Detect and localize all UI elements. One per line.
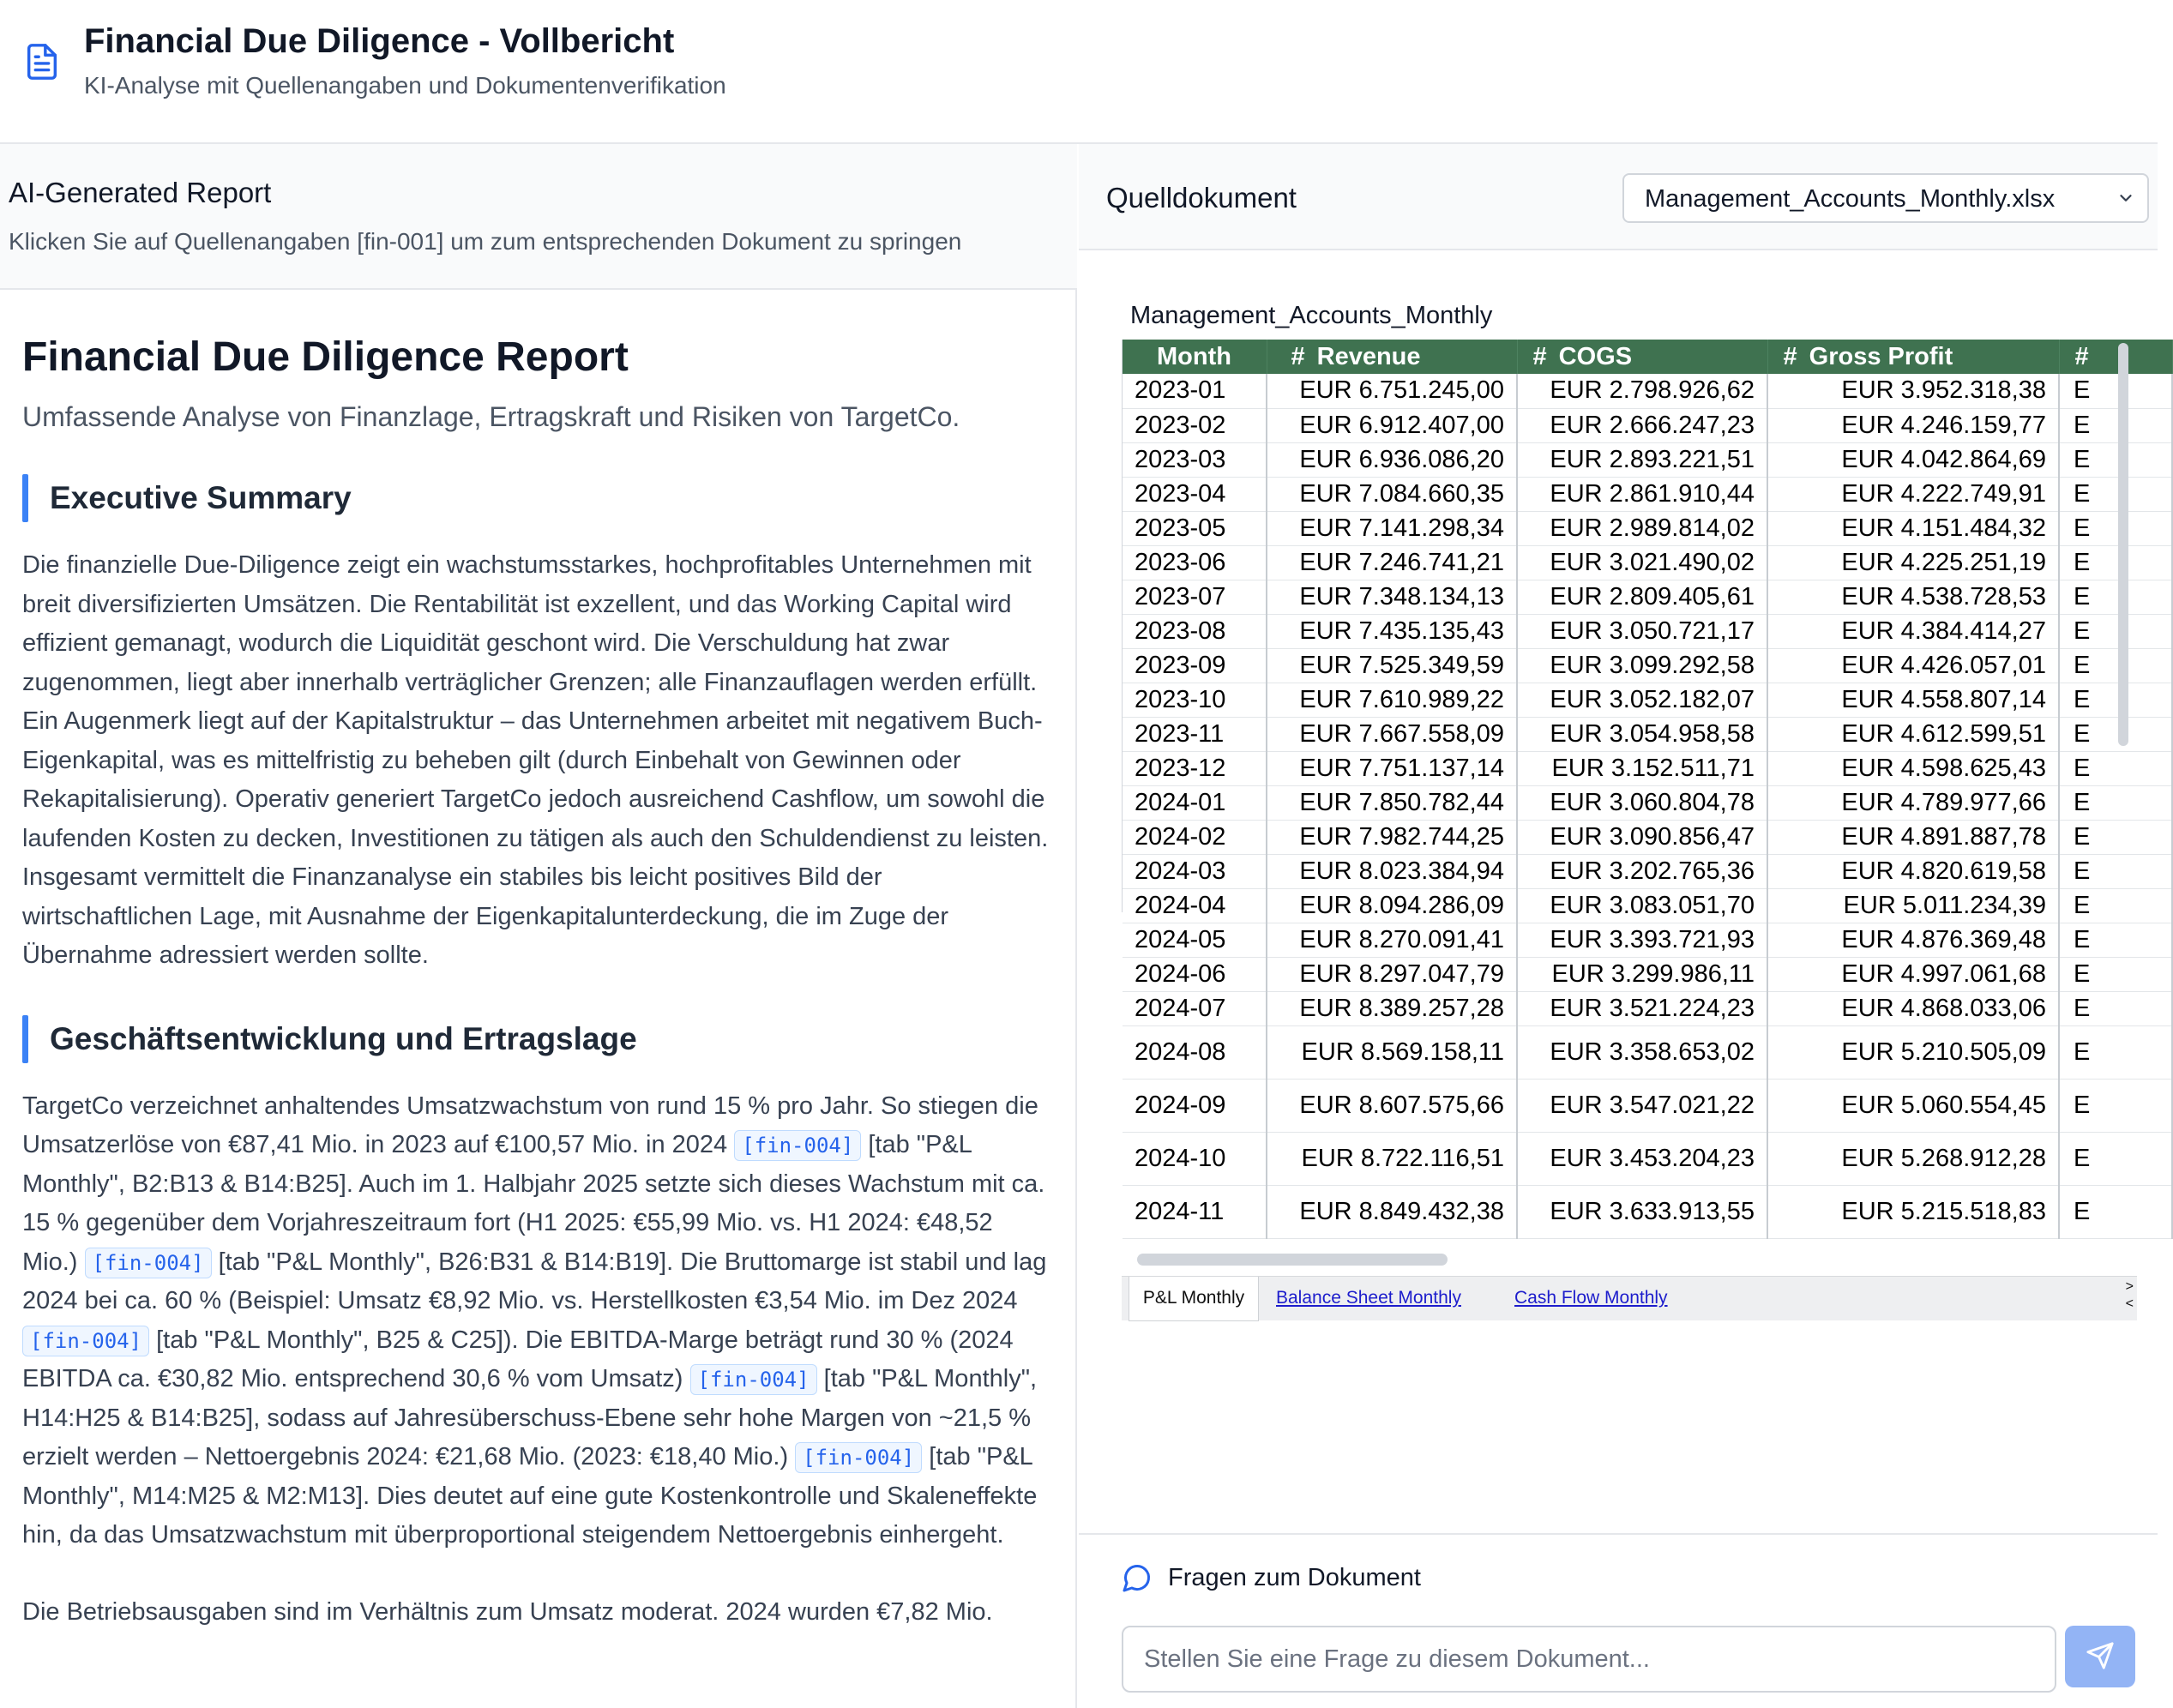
document-chat bbox=[1079, 1533, 2158, 1708]
text-run: [tab "P&L Monthly", B25 & C25]). Die EBITDA-Marge beträgt rund 30 % (2024 EBITDA ca. €30,82 Mio. entsprechend 30,6 % vom Umsatz) bbox=[22, 1326, 1014, 1393]
month-cell[interactable]: 2024-09 bbox=[1123, 1079, 1267, 1132]
source-pane-title: Quelldokument bbox=[1106, 182, 1297, 214]
table-cell[interactable]: EUR 3.060.804,78 bbox=[1517, 785, 1767, 820]
source-document-pane bbox=[1079, 144, 2158, 1708]
table-cell[interactable]: EUR 2.798.926,62 bbox=[1517, 374, 1767, 408]
table-cell[interactable]: E bbox=[2059, 442, 2172, 477]
section-heading-business-development: Geschäftsentwicklung und Ertragslage bbox=[22, 1015, 1051, 1063]
table-cell[interactable]: EUR 4.820.619,58 bbox=[1767, 854, 2059, 888]
table-cell[interactable]: EUR 4.225.251,19 bbox=[1767, 545, 2059, 580]
table-cell[interactable]: EUR 8.094.286,09 bbox=[1267, 888, 1517, 923]
citation-link[interactable]: [fin-004] bbox=[795, 1442, 922, 1473]
app-header bbox=[0, 0, 2158, 144]
table-cell[interactable]: EUR 4.868.033,06 bbox=[1767, 991, 2059, 1025]
document-select-value: Management_Accounts_Monthly.xlsx bbox=[1645, 185, 2056, 213]
business-development-text bbox=[22, 1087, 1051, 1555]
table-cell[interactable]: EUR 3.152.511,71 bbox=[1517, 751, 1767, 785]
table-cell[interactable]: EUR 4.384.414,27 bbox=[1767, 614, 2059, 648]
table-cell[interactable]: EUR 4.876.369,48 bbox=[1767, 923, 2059, 957]
table-cell[interactable]: E bbox=[2059, 717, 2172, 751]
table-cell[interactable]: EUR 2.989.814,02 bbox=[1517, 511, 1767, 545]
table-cell[interactable]: EUR 4.246.159,77 bbox=[1767, 408, 2059, 442]
table-cell[interactable]: EUR 8.607.575,66 bbox=[1267, 1079, 1517, 1132]
month-cell[interactable]: 2023-01 bbox=[1123, 374, 1267, 408]
table-row bbox=[1123, 683, 2172, 717]
page-title: Financial Due Diligence - Vollbericht bbox=[84, 22, 675, 60]
table-cell[interactable]: EUR 2.809.405,61 bbox=[1517, 580, 1767, 614]
section-heading-executive-summary: Executive Summary bbox=[22, 474, 1051, 522]
send-icon bbox=[2086, 1641, 2115, 1670]
table-row bbox=[1123, 751, 2172, 785]
table-cell[interactable]: EUR 7.141.298,34 bbox=[1267, 511, 1517, 545]
table-cell[interactable]: EUR 7.435.135,43 bbox=[1267, 614, 1517, 648]
document-icon bbox=[22, 38, 62, 86]
table-cell[interactable]: E bbox=[2059, 957, 2172, 991]
month-cell[interactable]: 2024-10 bbox=[1123, 1132, 1267, 1185]
table-cell[interactable]: E bbox=[2059, 1079, 2172, 1132]
table-cell[interactable]: EUR 4.891.887,78 bbox=[1767, 820, 2059, 854]
citation-link[interactable]: [fin-004] bbox=[690, 1364, 817, 1395]
table-row bbox=[1123, 374, 2172, 408]
table-cell[interactable]: EUR 3.054.958,58 bbox=[1517, 717, 1767, 751]
sheet-title: Management_Accounts_Monthly bbox=[1130, 302, 1493, 329]
table-cell[interactable]: EUR 7.525.349,59 bbox=[1267, 648, 1517, 683]
table-cell[interactable]: EUR 3.202.765,36 bbox=[1517, 854, 1767, 888]
table-cell[interactable]: E bbox=[2059, 408, 2172, 442]
month-cell[interactable]: 2023-12 bbox=[1123, 751, 1267, 785]
table-row bbox=[1123, 991, 2172, 1025]
table-cell[interactable]: EUR 8.270.091,41 bbox=[1267, 923, 1517, 957]
table-cell[interactable]: E bbox=[2059, 991, 2172, 1025]
month-cell[interactable]: 2023-04 bbox=[1123, 477, 1267, 511]
table-cell[interactable]: EUR 3.633.913,55 bbox=[1517, 1185, 1767, 1238]
previous-sheet-button[interactable]: < bbox=[2125, 1296, 2134, 1311]
table-cell[interactable]: E bbox=[2059, 1025, 2172, 1079]
table-cell[interactable]: E bbox=[2059, 683, 2172, 717]
table-cell[interactable]: EUR 7.610.989,22 bbox=[1267, 683, 1517, 717]
text-run: [tab "P&L Monthly", B26:B31 & B14:B19]. Die Bruttomarge ist stabil und lag 2024 bei ca. 60 % (Beispiel: Umsatz €8,92 Mio. vs. Herstellkosten €3,54 Mio. im Dez 2024 bbox=[22, 1248, 1047, 1315]
sheet-tab-bar bbox=[1122, 1276, 2137, 1320]
table-cell[interactable]: EUR 7.348.134,13 bbox=[1267, 580, 1517, 614]
month-cell[interactable]: 2024-06 bbox=[1123, 957, 1267, 991]
table-cell[interactable]: E bbox=[2059, 888, 2172, 923]
table-cell[interactable]: E bbox=[2059, 751, 2172, 785]
next-sheet-button[interactable]: > bbox=[2125, 1279, 2134, 1294]
table-cell[interactable]: EUR 4.222.749,91 bbox=[1767, 477, 2059, 511]
report-pane bbox=[0, 144, 1077, 1708]
table-row bbox=[1123, 442, 2172, 477]
table-cell[interactable]: EUR 7.667.558,09 bbox=[1267, 717, 1517, 751]
table-row bbox=[1123, 717, 2172, 751]
month-cell[interactable]: 2023-10 bbox=[1123, 683, 1267, 717]
table-cell[interactable]: EUR 3.083.051,70 bbox=[1517, 888, 1767, 923]
table-cell[interactable]: EUR 3.521.224,23 bbox=[1517, 991, 1767, 1025]
number-type-icon: # bbox=[1291, 342, 1305, 370]
operating-expenses-text: Die Betriebsausgaben sind im Verhältnis zum Umsatz moderat. 2024 wurden €7,82 Mio. bbox=[22, 1597, 993, 1626]
table-cell[interactable]: E bbox=[2059, 545, 2172, 580]
table-cell[interactable]: EUR 4.598.625,43 bbox=[1767, 751, 2059, 785]
month-cell[interactable]: 2024-08 bbox=[1123, 1025, 1267, 1079]
citation-link[interactable]: [fin-004] bbox=[734, 1130, 861, 1161]
table-cell[interactable]: E bbox=[2059, 374, 2172, 408]
month-cell[interactable]: 2023-07 bbox=[1123, 580, 1267, 614]
number-type-icon: # bbox=[2074, 342, 2089, 370]
table-cell[interactable]: EUR 8.023.384,94 bbox=[1267, 854, 1517, 888]
table-cell[interactable]: EUR 4.558.807,14 bbox=[1767, 683, 2059, 717]
table-cell[interactable]: EUR 8.722.116,51 bbox=[1267, 1132, 1517, 1185]
table-cell[interactable]: EUR 2.893.221,51 bbox=[1517, 442, 1767, 477]
table-row bbox=[1123, 545, 2172, 580]
table-row bbox=[1123, 648, 2172, 683]
column-header-gross-profit[interactable]: # Gross Profit bbox=[1767, 340, 2059, 374]
report-title: Financial Due Diligence Report bbox=[22, 334, 629, 380]
month-cell[interactable]: 2023-06 bbox=[1123, 545, 1267, 580]
table-row bbox=[1123, 580, 2172, 614]
executive-summary-text: Die finanzielle Due-Diligence zeigt ein wachstumsstarkes, hochprofitables Unternehmen mit breit diversifizierten Umsätzen. Die Rentabilität ist exzellent, und das Working Capital wird effizient gemanagt, wodurch die Liquidität geschont wird. Die Verschuldung hat zwar zugenommen, liegt aber innerhalb verträglicher Grenzen; alle Finanzauflagen werden erfüllt. Ein Augenmerk liegt auf der Kapitalstruktur – das Unternehmen arbeitet mit negativem Buch-Eigenkapital, was es mittelfristig zu beheben gilt (durch Einbehalt von Gewinnen oder Rekapitalisierung). Operativ generiert TargetCo jedoch ausreichend Cashflow, um sowohl die laufenden Kosten zu decken, Investitionen zu tätigen als auch den Schuldendienst zu leisten. Insgesamt vermittelt die Finanzanalyse ein stabiles bis leicht positives Bild der wirtschaftlichen Lage, mit Ausnahme der Eigenkapitalunterdeckung, die im Zuge der Übernahme adressiert werden sollte. bbox=[22, 551, 1049, 970]
table-body bbox=[1123, 374, 2172, 1238]
table-cell[interactable]: EUR 5.060.554,45 bbox=[1767, 1079, 2059, 1132]
table-cell[interactable]: E bbox=[2059, 923, 2172, 957]
report-pane-title: AI-Generated Report bbox=[9, 177, 272, 208]
table-row bbox=[1123, 923, 2172, 957]
table-cell[interactable]: EUR 4.042.864,69 bbox=[1767, 442, 2059, 477]
table-cell[interactable]: E bbox=[2059, 1185, 2172, 1238]
table-row bbox=[1123, 1079, 2172, 1132]
table-cell[interactable]: EUR 3.453.204,23 bbox=[1517, 1132, 1767, 1185]
page-subtitle: KI-Analyse mit Quellenangaben und Dokumentenverifikation bbox=[84, 72, 726, 99]
number-type-icon: # bbox=[1532, 342, 1547, 370]
table-cell[interactable]: EUR 4.538.728,53 bbox=[1767, 580, 2059, 614]
table-cell[interactable]: EUR 4.151.484,32 bbox=[1767, 511, 2059, 545]
horizontal-scrollbar[interactable] bbox=[1137, 1254, 1448, 1266]
month-cell[interactable]: 2023-09 bbox=[1123, 648, 1267, 683]
table-cell[interactable]: EUR 3.050.721,17 bbox=[1517, 614, 1767, 648]
table-row bbox=[1123, 614, 2172, 648]
text-run: TargetCo verzeichnet anhaltendes Umsatzwachstum von rund 15 % pro Jahr. So stiegen die Umsatzerlöse von €87,41 Mio. in 2023 auf €100,57 Mio. in 2024 bbox=[22, 1092, 1038, 1159]
chat-title: Fragen zum Dokument bbox=[1168, 1564, 1421, 1591]
table-row bbox=[1123, 854, 2172, 888]
chevron-down-icon bbox=[2116, 189, 2135, 207]
source-pane-header bbox=[1079, 144, 2158, 250]
sheet-tab-pl-monthly[interactable]: P&L Monthly bbox=[1129, 1277, 1259, 1321]
table-row bbox=[1123, 477, 2172, 511]
table-cell[interactable]: EUR 6.751.245,00 bbox=[1267, 374, 1517, 408]
sheet-tab-cash-flow-monthly[interactable]: Cash Flow Monthly bbox=[1514, 1288, 1668, 1308]
month-cell[interactable]: 2023-08 bbox=[1123, 614, 1267, 648]
vertical-scrollbar[interactable] bbox=[2118, 343, 2128, 746]
message-circle-icon bbox=[1122, 1562, 1153, 1593]
table-cell[interactable]: E bbox=[2059, 854, 2172, 888]
table-cell[interactable]: E bbox=[2059, 1132, 2172, 1185]
table-cell[interactable]: E bbox=[2059, 580, 2172, 614]
table-row bbox=[1123, 888, 2172, 923]
table-row bbox=[1123, 1025, 2172, 1079]
column-header-revenue[interactable]: # Revenue bbox=[1267, 340, 1517, 374]
table-cell[interactable]: EUR 7.084.660,35 bbox=[1267, 477, 1517, 511]
sheet-tab-nav bbox=[2126, 1278, 2134, 1313]
table-cell[interactable]: E bbox=[2059, 648, 2172, 683]
table-cell[interactable]: EUR 3.090.856,47 bbox=[1517, 820, 1767, 854]
column-header-month[interactable]: Month bbox=[1123, 340, 1267, 374]
text-run: [tab "P&L Monthly", H14:H25 & B14:B25], sodass auf Jahresüberschuss-Ebene sehr hohe Margen von ~21,5 % erzielt werden – Nettoergebnis 2024: €21,68 Mio. (2023: €18,40 Mio.) bbox=[22, 1365, 1038, 1471]
report-content bbox=[22, 333, 1051, 1632]
month-cell[interactable]: 2024-04 bbox=[1123, 888, 1267, 923]
chat-input[interactable] bbox=[1122, 1626, 2056, 1693]
table-cell[interactable]: EUR 5.011.234,39 bbox=[1767, 888, 2059, 923]
table-cell[interactable]: EUR 8.569.158,11 bbox=[1267, 1025, 1517, 1079]
report-pane-hint: Klicken Sie auf Quellenangaben [fin-001] um zum entsprechenden Dokument zu springen bbox=[9, 228, 962, 255]
table-cell[interactable]: EUR 4.997.061,68 bbox=[1767, 957, 2059, 991]
month-cell[interactable]: 2024-11 bbox=[1123, 1185, 1267, 1238]
table-header-row bbox=[1123, 340, 2172, 374]
table-cell[interactable]: EUR 3.547.021,22 bbox=[1517, 1079, 1767, 1132]
month-cell[interactable]: 2024-02 bbox=[1123, 820, 1267, 854]
table-cell[interactable]: EUR 3.021.490,02 bbox=[1517, 545, 1767, 580]
table-cell[interactable]: E bbox=[2059, 511, 2172, 545]
month-cell[interactable]: 2023-05 bbox=[1123, 511, 1267, 545]
month-cell[interactable]: 2023-11 bbox=[1123, 717, 1267, 751]
sheet-tab-balance-sheet-monthly[interactable]: Balance Sheet Monthly bbox=[1276, 1288, 1461, 1308]
month-cell[interactable]: 2024-07 bbox=[1123, 991, 1267, 1025]
table-cell[interactable]: EUR 7.751.137,14 bbox=[1267, 751, 1517, 785]
table-cell[interactable]: EUR 8.849.432,38 bbox=[1267, 1185, 1517, 1238]
table-cell[interactable]: EUR 6.912.407,00 bbox=[1267, 408, 1517, 442]
table-cell[interactable]: EUR 5.210.505,09 bbox=[1767, 1025, 2059, 1079]
month-cell[interactable]: 2023-03 bbox=[1123, 442, 1267, 477]
table-cell[interactable]: EUR 7.982.744,25 bbox=[1267, 820, 1517, 854]
table-row bbox=[1123, 820, 2172, 854]
month-cell[interactable]: 2023-02 bbox=[1123, 408, 1267, 442]
table-cell[interactable]: EUR 3.299.986,11 bbox=[1517, 957, 1767, 991]
table-cell[interactable]: EUR 3.393.721,93 bbox=[1517, 923, 1767, 957]
table-cell[interactable]: E bbox=[2059, 785, 2172, 820]
document-select[interactable] bbox=[1622, 173, 2149, 223]
text-run: [tab "P&L Monthly", B2:B13 & B14:B25]. Auch im 1. Halbjahr 2025 setzte sich dieses Wachstum mit ca. 15 % gegenüber dem Vorjahreszeitraum fort (H1 2025: €55,99 Mio. vs. H1 2024: €48,52 Mio.) bbox=[22, 1131, 1045, 1276]
table-cell[interactable]: EUR 2.861.910,44 bbox=[1517, 477, 1767, 511]
month-cell[interactable]: 2024-03 bbox=[1123, 854, 1267, 888]
table-cell[interactable]: EUR 8.297.047,79 bbox=[1267, 957, 1517, 991]
report-subtitle: Umfassende Analyse von Finanzlage, Ertragskraft und Risiken von TargetCo. bbox=[22, 400, 960, 432]
table-cell[interactable]: EUR 7.246.741,21 bbox=[1267, 545, 1517, 580]
table-row bbox=[1123, 408, 2172, 442]
table-cell[interactable]: E bbox=[2059, 614, 2172, 648]
table-cell[interactable]: EUR 3.952.318,38 bbox=[1767, 374, 2059, 408]
table-cell[interactable]: EUR 4.789.977,66 bbox=[1767, 785, 2059, 820]
table-row bbox=[1123, 1185, 2172, 1238]
month-cell[interactable]: 2024-01 bbox=[1123, 785, 1267, 820]
table-cell[interactable]: EUR 2.666.247,23 bbox=[1517, 408, 1767, 442]
table-cell[interactable]: EUR 7.850.782,44 bbox=[1267, 785, 1517, 820]
table-cell[interactable]: EUR 3.099.292,58 bbox=[1517, 648, 1767, 683]
text-run: [tab "P&L Monthly", M14:M25 & M2:M13]. Dies deutet auf eine gute Kostenkontrolle und Skaleneffekte hin, da das Umsatzwachstum mit überproportional steigendem Nettoergebnis einhergeht. bbox=[22, 1443, 1038, 1549]
table-cell[interactable]: EUR 3.052.182,07 bbox=[1517, 683, 1767, 717]
column-header-truncated[interactable] bbox=[2059, 340, 2172, 374]
table-cell[interactable]: EUR 4.612.599,51 bbox=[1767, 717, 2059, 751]
table-cell[interactable]: E bbox=[2059, 477, 2172, 511]
table-cell[interactable]: EUR 5.215.518,83 bbox=[1767, 1185, 2059, 1238]
table-row bbox=[1123, 957, 2172, 991]
spreadsheet-table bbox=[1123, 340, 2173, 1239]
citation-link[interactable]: [fin-004] bbox=[22, 1326, 149, 1356]
table-row bbox=[1123, 511, 2172, 545]
report-pane-header bbox=[0, 144, 1077, 290]
table-cell[interactable]: EUR 6.936.086,20 bbox=[1267, 442, 1517, 477]
table-cell[interactable]: EUR 3.358.653,02 bbox=[1517, 1025, 1767, 1079]
table-cell[interactable]: EUR 4.426.057,01 bbox=[1767, 648, 2059, 683]
number-type-icon: # bbox=[1783, 342, 1797, 370]
citation-link[interactable]: [fin-004] bbox=[85, 1248, 212, 1278]
table-cell[interactable]: EUR 8.389.257,28 bbox=[1267, 991, 1517, 1025]
table-cell[interactable]: E bbox=[2059, 820, 2172, 854]
table-row bbox=[1123, 1132, 2172, 1185]
spreadsheet-grid[interactable] bbox=[1122, 340, 2137, 1225]
send-button[interactable] bbox=[2065, 1626, 2135, 1687]
table-cell[interactable]: EUR 5.268.912,28 bbox=[1767, 1132, 2059, 1185]
month-cell[interactable]: 2024-05 bbox=[1123, 923, 1267, 957]
table-row bbox=[1123, 785, 2172, 820]
column-header-cogs[interactable]: # COGS bbox=[1517, 340, 1767, 374]
